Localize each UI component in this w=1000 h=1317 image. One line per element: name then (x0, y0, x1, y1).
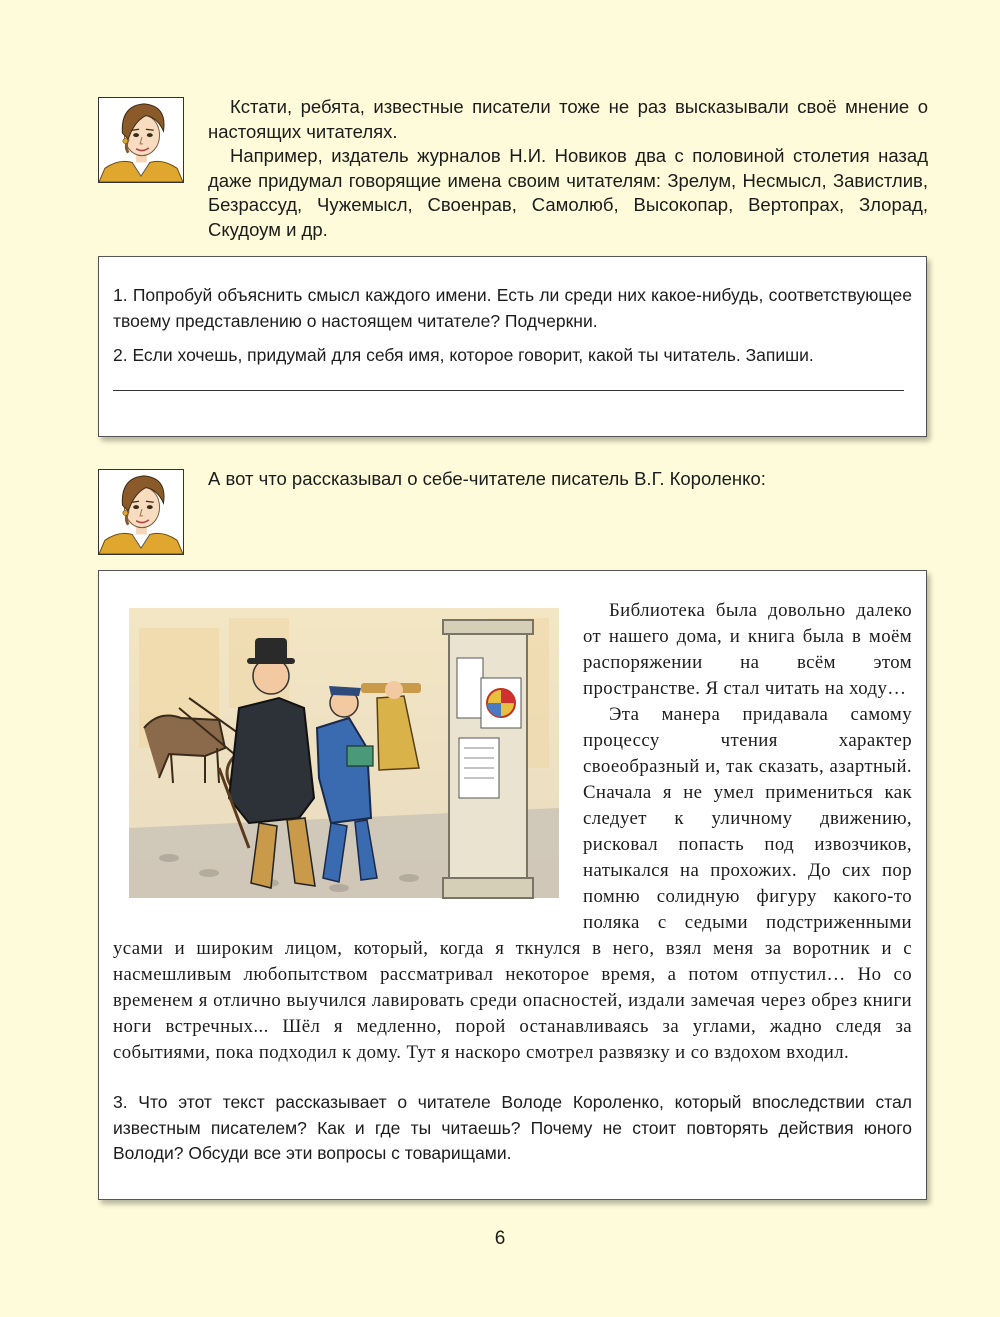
excerpt-box (98, 570, 927, 1200)
question-3: 3. Что этот текст рассказывает о читателе Володе Короленко, который впоследствии стал известным писателем? Как и где ты читаешь? Почему не стоит повторять действия юного Володи? Обсуди все эти вопросы с товарищами. (113, 1092, 912, 1163)
answer-line[interactable] (113, 390, 904, 391)
question-1: 1. Попробуй объяснить смысл каждого имени. Есть ли среди них какое-нибудь, соответствующее твоему представлению о настоящем читателе? Подчеркни. (113, 285, 912, 331)
teacher-avatar-icon (98, 97, 184, 183)
page-number: 6 (494, 1228, 506, 1249)
intro-paragraph: Например, издатель журналов Н.И. Новиков два с половиной столетия назад даже придумал говорящие имена своим читателям: Зрелум, Несмысл, Завистлив, Безрассуд, Чужемысл, Своенрав, Самолюб, Высокопар, Вертопрах, Злорад, Скудоум и др. (208, 145, 928, 240)
intro-text-2: А вот что рассказывал о себе-читателе писатель В.Г. Короленко: (208, 468, 766, 489)
task-box (98, 256, 927, 437)
street-reading-illustration-icon (109, 598, 561, 910)
excerpt-paragraph: Библиотека была довольно далеко от нашего дома, и книга была в моём распоряжении на всём этом пространстве. Я стал читать на ходу… (583, 600, 912, 699)
intro-text (208, 95, 928, 243)
intro-paragraph: Кстати, ребята, известные писатели тоже не раз высказывали своё мнение о настоящих читателях. (208, 96, 928, 142)
question-2: 2. Если хочешь, придумай для себя имя, которое говорит, какой ты читатель. Запиши. (113, 345, 814, 365)
excerpt-text (113, 598, 912, 1066)
excerpt-paragraph: Эта манера придавала самому процессу чтения характер своеобразный и, так сказать, азартный. Сначала я не умел примениться как следует к уличному движению, рисковал попасть под извозчиков, натыкался на прохожих. До сих пор помню солидную фигуру какого-то поляка с седыми подстриженными усами и широким лицом, который, когда я ткнулся в него, взял меня за воротник и с насмешливым любопытством рассматривал некоторое время, а потом отпустил… Но со временем я отлично выучился лавировать среди опасностей, издали замечая через обрез книги ноги встречных... Шёл я медленно, порой останавливаясь за углами, жадно следя за событиями, пока подходил к дому. Тут я наскоро смотрел развязку и со вздохом входил. (113, 704, 912, 1063)
teacher-avatar-icon (98, 469, 184, 555)
